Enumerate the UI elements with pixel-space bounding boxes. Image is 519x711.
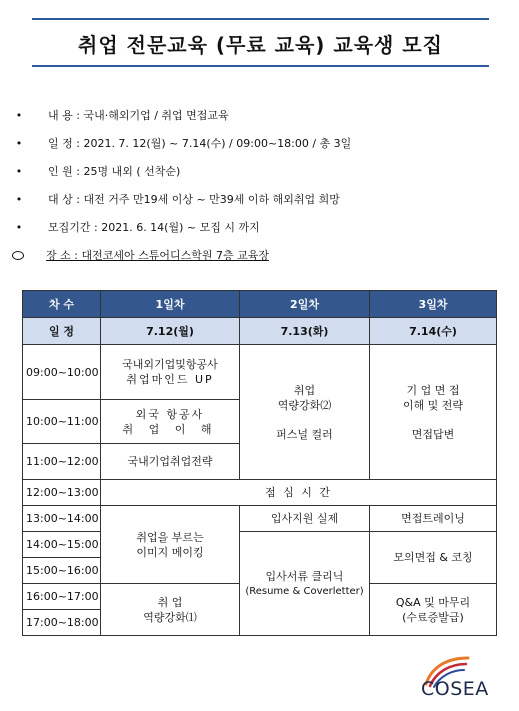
time-slot: 14:00~15:00	[23, 532, 101, 558]
day3-session-3: 모의면접 & 코칭	[370, 532, 497, 584]
page-title: 취업 전문교육 (무료 교육) 교육생 모집	[78, 33, 443, 57]
header-day2: 2일차	[240, 291, 370, 318]
date-day3: 7.14(수)	[370, 318, 497, 345]
table-row	[23, 532, 497, 558]
day1-session-3: 국내기업취업전략	[101, 444, 240, 480]
header-day3: 3일차	[370, 291, 497, 318]
day1-session-5: 취 업 역량강화⑴	[101, 584, 240, 636]
day2-session-3: 입사서류 클리닉 (Resume & Coverletter)	[240, 532, 370, 636]
time-slot: 16:00~17:00	[23, 584, 101, 610]
day3-session-2: 면접트레이닝	[370, 506, 497, 532]
bullet-icon: •	[15, 165, 23, 178]
time-slot: 10:00~11:00	[23, 400, 101, 444]
time-slot: 17:00~18:00	[23, 610, 101, 636]
date-label: 일 정	[23, 318, 101, 345]
time-slot: 12:00~13:00	[23, 480, 101, 506]
day3-session-1: 기 업 면 접 이해 및 전략 면접답변	[370, 345, 497, 480]
time-slot: 09:00~10:00	[23, 345, 101, 400]
circle-bullet-icon	[12, 251, 24, 260]
day1-session-1: 국내외기업및항공사 취업마인드 UP	[101, 345, 240, 400]
title-bottom-rule	[32, 65, 489, 67]
bullet-icon: •	[15, 137, 23, 150]
table-row	[23, 345, 497, 400]
day1-session-4: 취업을 부르는 이미지 메이킹	[101, 506, 240, 584]
time-slot: 15:00~16:00	[23, 558, 101, 584]
time-slot: 11:00~12:00	[23, 444, 101, 480]
lunch-break: 점 심 시 간	[101, 480, 497, 506]
header-session: 차 수	[23, 291, 101, 318]
header-row	[23, 291, 497, 318]
bullet-icon: •	[15, 221, 23, 234]
day2-session-2: 입사지원 실제	[240, 506, 370, 532]
header-day1: 1일차	[101, 291, 240, 318]
title-block	[32, 18, 489, 67]
day3-session-4: Q&A 및 마무리 (수료증발급)	[370, 584, 497, 636]
day1-session-2: 외국 항공사 취 업 이 해	[101, 400, 240, 444]
date-day1: 7.12(월)	[101, 318, 240, 345]
bullet-icon: •	[15, 109, 23, 122]
table-row	[23, 480, 497, 506]
table-row	[23, 506, 497, 532]
schedule-table	[22, 290, 497, 636]
bullet-icon: •	[15, 193, 23, 206]
day2-session-1: 취업 역량강화⑵ 퍼스널 컬러	[240, 345, 370, 480]
cosea-logo-text: COSEA	[421, 678, 489, 700]
date-day2: 7.13(화)	[240, 318, 370, 345]
date-row	[23, 318, 497, 345]
time-slot: 13:00~14:00	[23, 506, 101, 532]
